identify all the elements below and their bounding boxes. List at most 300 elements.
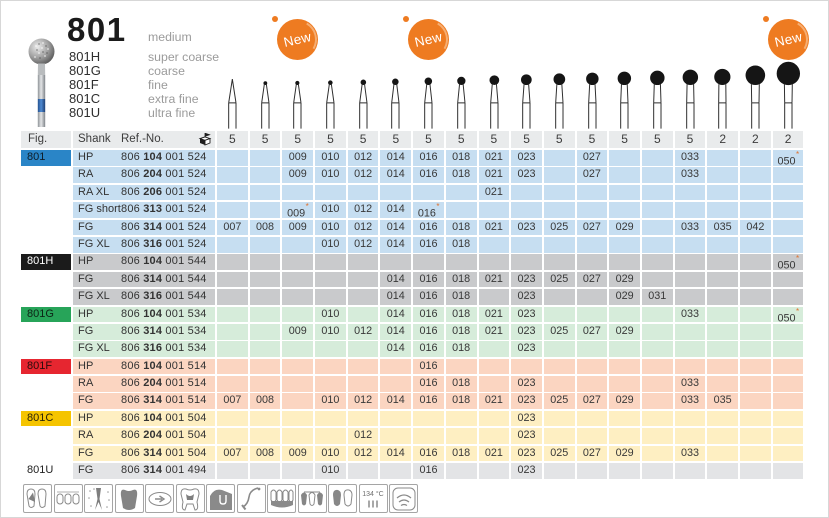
shank-ref-cell	[73, 289, 215, 305]
size-cell: 027	[577, 324, 608, 340]
size-cell	[348, 289, 379, 305]
size-cell: 033	[675, 393, 706, 409]
size-cell	[217, 202, 248, 218]
bur-icon-iso-029	[609, 51, 640, 129]
shank-label: FG	[78, 220, 94, 233]
table-row	[21, 411, 803, 427]
fig-label: 801C	[21, 411, 71, 427]
fig-cell	[21, 237, 71, 253]
size-cell	[250, 254, 281, 270]
size-cell	[773, 237, 804, 253]
size-cell	[740, 307, 771, 323]
size-cell	[740, 446, 771, 462]
size-cell	[348, 463, 379, 479]
size-cell: 016	[413, 446, 444, 462]
table-row	[21, 324, 803, 340]
size-cell	[479, 341, 510, 357]
fig-cell	[21, 359, 71, 375]
shank-label: FG short	[78, 203, 121, 216]
size-cell	[675, 359, 706, 375]
size-cell	[609, 185, 640, 201]
fig-cell	[21, 393, 71, 409]
shank-label: HP	[78, 307, 94, 320]
size-cell: 008	[250, 446, 281, 462]
table-row	[21, 307, 803, 323]
size-cell: 023	[511, 446, 542, 462]
table-row	[21, 359, 803, 375]
size-cell	[380, 463, 411, 479]
table-row	[21, 237, 803, 253]
size-cell	[446, 359, 477, 375]
size-cell: 035	[707, 393, 738, 409]
new-size-asterisk: *	[436, 202, 440, 212]
ref-number: 806 104 001 524	[121, 151, 207, 163]
new-size-asterisk: *	[795, 150, 800, 159]
size-cell: 012	[348, 167, 379, 183]
size-cell	[511, 185, 542, 201]
size-cell: 012	[348, 428, 379, 444]
size-cell: 010	[315, 463, 346, 479]
bur-icon-iso-050	[773, 51, 804, 129]
ref-number: 806 206 001 524	[121, 185, 207, 198]
size-cell: 016	[413, 393, 444, 409]
size-cell	[740, 393, 771, 409]
size-cell	[642, 167, 673, 183]
table-row	[21, 272, 803, 288]
ref-number: 806 104 001 504	[121, 411, 207, 424]
size-cell	[707, 463, 738, 479]
size-cell	[479, 237, 510, 253]
application-icon-bar	[23, 484, 418, 513]
size-cell	[250, 272, 281, 288]
excavation-icon	[176, 484, 205, 513]
size-cell	[315, 254, 346, 270]
size-cell	[250, 307, 281, 323]
size-cell	[217, 341, 248, 357]
root-resection-icon	[84, 484, 113, 513]
size-cell	[577, 359, 608, 375]
size-cell	[740, 428, 771, 444]
fig-label: 801G	[21, 307, 71, 323]
variant-name: 801H	[69, 49, 101, 64]
variant-line	[69, 106, 219, 120]
size-cell	[348, 272, 379, 288]
size-cell: 016*	[413, 202, 444, 218]
size-cell	[479, 463, 510, 479]
size-cell	[707, 167, 738, 183]
shank-ref-cell	[73, 202, 215, 218]
size-cell	[773, 463, 804, 479]
size-cell	[740, 167, 771, 183]
shank-label: FG XL	[78, 290, 110, 303]
svg-text:134 °C: 134 °C	[362, 490, 384, 498]
size-cell	[282, 272, 313, 288]
size-cell	[773, 220, 804, 236]
shank-label: FG	[78, 446, 94, 459]
size-cell	[740, 411, 771, 427]
size-cell	[675, 254, 706, 270]
size-cell: 021	[479, 150, 510, 166]
size-cell	[315, 341, 346, 357]
size-cell: 029	[609, 289, 640, 305]
fig-cell	[21, 220, 71, 236]
size-cell	[544, 307, 575, 323]
pack-quantity-icon	[198, 133, 212, 146]
size-cell: 023	[511, 150, 542, 166]
size-cell: 029	[609, 446, 640, 462]
size-cell	[642, 393, 673, 409]
table-row	[21, 341, 803, 357]
pack-qty-header: 5	[642, 131, 673, 148]
size-cell: 007	[217, 446, 248, 462]
size-cell	[250, 428, 281, 444]
pack-qty-header: 2	[773, 131, 804, 148]
size-cell: 023	[511, 463, 542, 479]
ref-number: 806 104 001 544	[121, 255, 207, 268]
bur-icon-iso-014	[380, 51, 411, 129]
size-cell	[217, 428, 248, 444]
bur-size-icons	[217, 51, 803, 129]
size-cell: 016	[413, 463, 444, 479]
size-cell	[217, 254, 248, 270]
size-cell	[250, 463, 281, 479]
shank-ref-cell	[73, 411, 215, 427]
size-cell	[609, 202, 640, 218]
pack-qty-header: 5	[479, 131, 510, 148]
size-cell: 018	[446, 307, 477, 323]
size-cell	[642, 341, 673, 357]
thermo-disinfection-icon	[389, 484, 418, 513]
size-cell: 023	[511, 376, 542, 392]
new-size-asterisk: *	[795, 306, 800, 316]
size-cell	[348, 185, 379, 201]
sterilizable-134c-icon	[359, 484, 388, 513]
size-cell	[642, 411, 673, 427]
periodontal-instrument-icon	[237, 484, 266, 513]
shank-ref-cell	[73, 393, 215, 409]
shank-ref-cell	[73, 376, 215, 392]
size-cell: 018	[446, 376, 477, 392]
size-cell	[544, 359, 575, 375]
fig-cell	[21, 289, 71, 305]
size-cell	[707, 254, 738, 270]
size-cell: 033	[675, 307, 706, 323]
ref-number: 806 204 001 504	[121, 429, 207, 442]
size-cell: 009*	[282, 202, 313, 218]
size-cell	[675, 324, 706, 340]
table-row	[21, 446, 803, 462]
size-cell	[577, 411, 608, 427]
size-cell	[380, 411, 411, 427]
fig-label: 801F	[21, 359, 71, 375]
size-cell	[217, 272, 248, 288]
size-cell	[707, 376, 738, 392]
table-body	[21, 150, 803, 479]
size-cell: 016	[413, 272, 444, 288]
size-cell	[544, 376, 575, 392]
size-cell	[380, 185, 411, 201]
pack-qty-header: 5	[511, 131, 542, 148]
size-cell: 033	[675, 446, 706, 462]
variant-list	[69, 50, 219, 120]
size-cell: 018	[446, 167, 477, 183]
size-cell	[282, 237, 313, 253]
bur-icon-iso-031	[642, 51, 673, 129]
table-row	[21, 463, 803, 479]
pack-qty-header: 5	[380, 131, 411, 148]
shank-label: FG	[78, 272, 94, 285]
size-cell: 014	[380, 220, 411, 236]
size-cell: 018	[446, 446, 477, 462]
size-cell	[413, 254, 444, 270]
pack-qty-header: 5	[675, 131, 706, 148]
shank-label: HP	[78, 151, 94, 163]
bur-icon-iso-007	[217, 51, 248, 129]
size-cell	[380, 359, 411, 375]
size-cell	[642, 324, 673, 340]
size-cell	[217, 289, 248, 305]
bur-icon-iso-035	[707, 51, 738, 129]
size-cell	[250, 289, 281, 305]
bur-icon-iso-027	[577, 51, 608, 129]
size-cell	[511, 254, 542, 270]
size-cell	[282, 341, 313, 357]
size-cell	[675, 411, 706, 427]
fig-cell	[21, 428, 71, 444]
size-cell	[675, 185, 706, 201]
size-cell	[250, 167, 281, 183]
fig-cell	[21, 185, 71, 201]
size-cell	[609, 463, 640, 479]
size-cell	[282, 376, 313, 392]
size-cell	[250, 150, 281, 166]
size-cell	[642, 272, 673, 288]
ref-number: 806 314 001 524	[121, 220, 207, 233]
size-cell: 014	[380, 324, 411, 340]
bur-icon-iso-018	[446, 51, 477, 129]
size-cell	[773, 185, 804, 201]
new-size-asterisk: *	[305, 202, 309, 212]
size-cell	[250, 185, 281, 201]
ref-number: 806 104 001 514	[121, 359, 207, 372]
size-cell	[577, 307, 608, 323]
ref-number: 806 204 001 524	[121, 168, 207, 181]
table-row	[21, 185, 803, 201]
size-cell	[577, 428, 608, 444]
bur-icon-iso-042	[740, 51, 771, 129]
size-cell: 023	[511, 307, 542, 323]
size-cell: 009	[282, 324, 313, 340]
size-cell	[609, 237, 640, 253]
size-cell	[773, 411, 804, 427]
size-cell: 018	[446, 272, 477, 288]
size-cell: 014	[380, 341, 411, 357]
size-cell	[707, 324, 738, 340]
shank-ref-cell	[73, 220, 215, 236]
variant-name: 801F	[69, 77, 99, 92]
fig-cell	[21, 202, 71, 218]
size-cell	[479, 202, 510, 218]
size-cell	[511, 202, 542, 218]
size-cell: 027	[577, 272, 608, 288]
size-cell: 012	[348, 220, 379, 236]
shank-ref-cell	[73, 237, 215, 253]
new-badge-label: New	[772, 29, 804, 50]
table-row	[21, 376, 803, 392]
shank-ref-cell	[73, 359, 215, 375]
size-cell	[642, 237, 673, 253]
shank-ref-cell	[73, 428, 215, 444]
size-cell: 018	[446, 237, 477, 253]
size-cell: 014	[380, 202, 411, 218]
size-cell	[282, 411, 313, 427]
size-cell	[348, 254, 379, 270]
size-cell: 027	[577, 393, 608, 409]
shank-label: RA	[78, 429, 94, 442]
size-cell	[413, 185, 444, 201]
page-title: 801	[67, 11, 127, 48]
pack-qty-header: 5	[250, 131, 281, 148]
size-cell	[380, 254, 411, 270]
shank-label: HP	[78, 411, 94, 424]
size-cell: 012	[348, 446, 379, 462]
size-cell: 023	[511, 393, 542, 409]
size-cell	[773, 446, 804, 462]
size-cell: 008	[250, 220, 281, 236]
size-cell	[315, 185, 346, 201]
ref-number: 806 204 001 514	[121, 377, 207, 390]
size-cell	[675, 272, 706, 288]
size-cell	[707, 202, 738, 218]
filling-removal-icon	[206, 484, 235, 513]
size-cell	[740, 463, 771, 479]
variant-line	[69, 78, 219, 92]
size-cell: 033	[675, 220, 706, 236]
ref-number: 806 314 001 544	[121, 272, 207, 285]
size-cell	[413, 411, 444, 427]
size-cell	[479, 359, 510, 375]
table-row	[21, 202, 803, 218]
size-cell	[446, 428, 477, 444]
fig-cell	[21, 341, 71, 357]
shank-ref-cell	[73, 307, 215, 323]
size-cell: 050*	[773, 254, 804, 270]
size-cell: 009	[282, 167, 313, 183]
size-cell	[577, 376, 608, 392]
size-cell: 021	[479, 307, 510, 323]
size-cell	[544, 411, 575, 427]
size-cell	[282, 393, 313, 409]
size-cell: 009	[282, 446, 313, 462]
size-cell: 018	[446, 220, 477, 236]
size-cell	[707, 428, 738, 444]
veneer-preparation-icon	[267, 484, 296, 513]
size-cell	[217, 324, 248, 340]
size-cell	[217, 237, 248, 253]
size-cell	[479, 376, 510, 392]
shank-label: FG	[78, 464, 94, 477]
bur-icon-iso-010	[315, 51, 346, 129]
size-cell	[740, 341, 771, 357]
size-cell: 014	[380, 446, 411, 462]
size-cell	[217, 376, 248, 392]
size-cell	[740, 289, 771, 305]
size-cell	[773, 202, 804, 218]
size-cell: 021	[479, 220, 510, 236]
size-cell	[675, 428, 706, 444]
fig-cell	[21, 307, 71, 323]
size-cell: 010	[315, 237, 346, 253]
size-cell: 018	[446, 324, 477, 340]
col-header-ref: Ref.-No.	[121, 133, 164, 145]
size-cell: 031	[642, 289, 673, 305]
table-row	[21, 150, 803, 166]
size-cell: 014	[380, 167, 411, 183]
size-cell	[282, 254, 313, 270]
size-cell	[250, 202, 281, 218]
size-cell: 016	[413, 324, 444, 340]
size-cell: 025	[544, 220, 575, 236]
size-cell	[544, 167, 575, 183]
size-cell	[773, 393, 804, 409]
bur-icon-iso-025	[544, 51, 575, 129]
size-cell: 023	[511, 341, 542, 357]
size-cell	[577, 341, 608, 357]
diamond-bur-photo	[28, 37, 55, 127]
size-cell: 027	[577, 150, 608, 166]
size-cell	[511, 237, 542, 253]
size-cell	[740, 272, 771, 288]
size-cell	[642, 220, 673, 236]
fig-label: 801U	[27, 464, 54, 477]
fig-label: 801	[21, 150, 71, 166]
col-header-shank-ref	[73, 131, 215, 148]
size-cell	[773, 359, 804, 375]
size-cell	[642, 307, 673, 323]
size-cell	[315, 411, 346, 427]
size-cell	[446, 185, 477, 201]
size-cell	[282, 289, 313, 305]
size-cell	[740, 202, 771, 218]
new-badge-label: New	[282, 29, 314, 50]
size-cell: 029	[609, 393, 640, 409]
size-cell	[282, 307, 313, 323]
size-cell	[217, 307, 248, 323]
size-cell	[348, 376, 379, 392]
size-cell: 035	[707, 220, 738, 236]
fig-cell	[21, 411, 71, 427]
size-cell: 010	[315, 167, 346, 183]
size-cell	[707, 289, 738, 305]
variant-grit: coarse	[148, 64, 185, 78]
size-cell	[446, 254, 477, 270]
size-cell	[642, 446, 673, 462]
pack-qty-header: 2	[740, 131, 771, 148]
size-cell	[380, 376, 411, 392]
size-cell: 025	[544, 446, 575, 462]
size-cell	[609, 150, 640, 166]
size-cell	[707, 185, 738, 201]
crown-preparation-icon	[328, 484, 357, 513]
size-cell	[642, 376, 673, 392]
size-cell	[479, 411, 510, 427]
size-cell	[544, 341, 575, 357]
size-cell	[315, 359, 346, 375]
size-cell	[609, 376, 640, 392]
size-cell: 007	[217, 393, 248, 409]
size-cell	[446, 463, 477, 479]
fig-cell	[21, 167, 71, 183]
